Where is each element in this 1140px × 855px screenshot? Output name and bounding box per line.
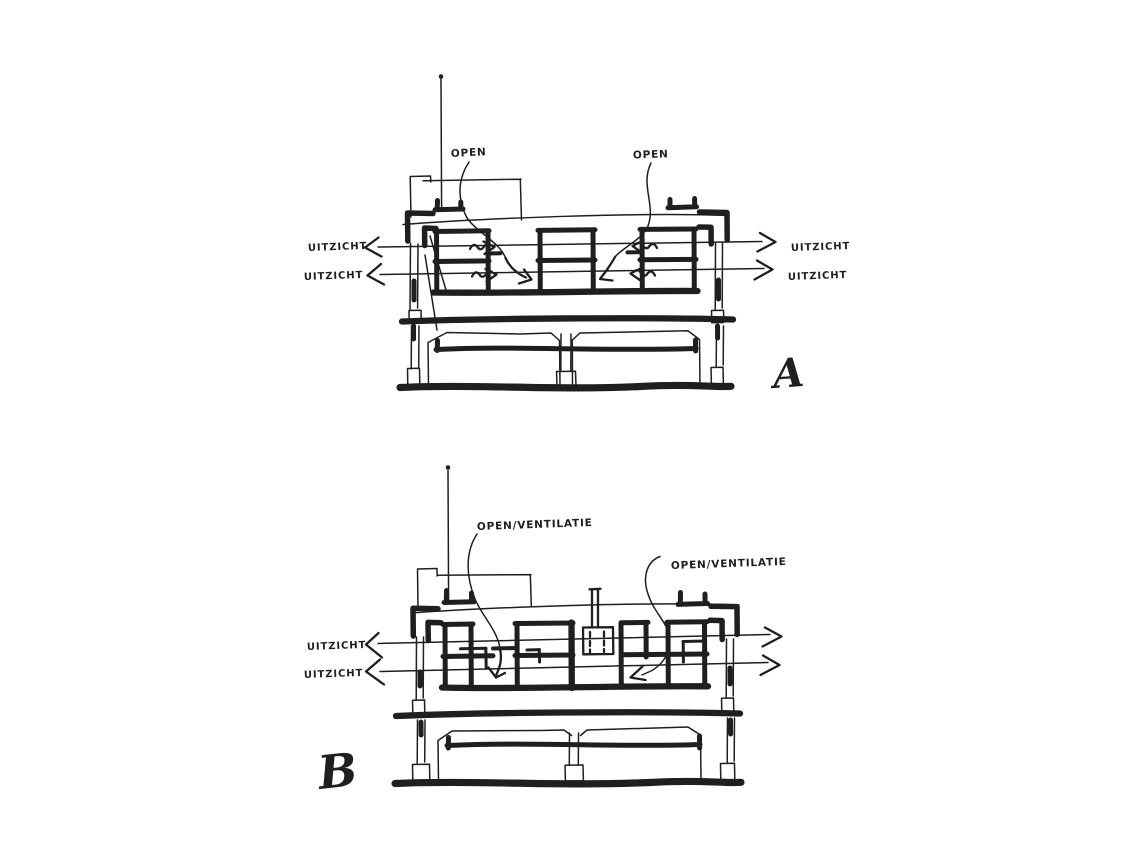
mast-tip-dot bbox=[439, 74, 444, 79]
roof-channel-left-b bbox=[444, 591, 474, 603]
label-uitzicht-right-top: UITZICHT bbox=[790, 240, 851, 254]
mast-line bbox=[441, 79, 442, 208]
vent-leader-right-arrow-b bbox=[631, 667, 646, 681]
ground-line-b bbox=[395, 781, 741, 783]
label-open-ventilate-right: OPEN/VENTILATIE bbox=[670, 555, 787, 572]
room-mid-floor-segments bbox=[435, 259, 696, 261]
label-uitzicht-left-bottom-b: UITZICHT bbox=[303, 667, 364, 681]
section-a-letter: A bbox=[771, 348, 806, 398]
gap-ledge-stubs bbox=[489, 252, 640, 253]
roof-channel-left bbox=[435, 201, 463, 210]
roof-channel-right-b bbox=[678, 593, 708, 605]
gap-ledge-stub-b bbox=[493, 648, 517, 649]
mast-tip-dot-b bbox=[446, 465, 451, 470]
section-b-drawing bbox=[304, 465, 787, 800]
room-bottom-slab bbox=[434, 291, 698, 293]
roof-channel-right bbox=[668, 199, 697, 208]
label-uitzicht-left-bottom: UITZICHT bbox=[303, 269, 364, 283]
label-open-left: OPEN bbox=[450, 146, 487, 160]
open-leader-left-arrow bbox=[506, 258, 532, 284]
stove-box-hatching bbox=[590, 632, 604, 653]
label-open-ventilate-left: OPEN/VENTILATIE bbox=[476, 516, 593, 533]
column-right-outline bbox=[711, 243, 724, 385]
floor-slab-b bbox=[396, 712, 740, 716]
section-b-letter: B bbox=[315, 742, 360, 800]
label-uitzicht-right-bottom: UITZICHT bbox=[787, 269, 848, 283]
column-left-outline bbox=[408, 243, 422, 385]
roof-bracket-right-b bbox=[710, 606, 737, 639]
column-right-ticks bbox=[718, 280, 719, 338]
undercroft-beam-b bbox=[447, 736, 700, 748]
open-leader-right-arrow bbox=[600, 257, 615, 281]
label-uitzicht-left-top-b: UITZICHT bbox=[306, 639, 367, 653]
stove-box-outline bbox=[583, 627, 613, 654]
undercroft-center-column-b bbox=[565, 733, 583, 781]
undercroft-beam bbox=[436, 340, 696, 351]
label-open-right: OPEN bbox=[632, 148, 669, 162]
column-right-ticks-b bbox=[730, 668, 731, 734]
room-ceiling-segments bbox=[435, 229, 696, 232]
column-right-outline-b bbox=[721, 639, 735, 780]
undercroft-outline bbox=[428, 331, 700, 386]
floor-slab bbox=[402, 318, 733, 321]
ground-line bbox=[400, 385, 731, 387]
vent-arrow-lower-left bbox=[472, 269, 497, 282]
open-leader-left bbox=[460, 162, 506, 258]
column-left-ticks-b bbox=[420, 672, 421, 735]
section-a-drawing bbox=[304, 74, 851, 398]
label-uitzicht-left-top: UITZICHT bbox=[307, 240, 368, 254]
roof-bracket-right bbox=[699, 212, 727, 244]
roof-edge-line bbox=[403, 215, 728, 225]
column-left-outline-b bbox=[413, 637, 430, 781]
vent-leader-left-arrow-b bbox=[489, 649, 506, 678]
mast-line-b bbox=[448, 471, 449, 602]
flue-pipe bbox=[590, 589, 601, 627]
